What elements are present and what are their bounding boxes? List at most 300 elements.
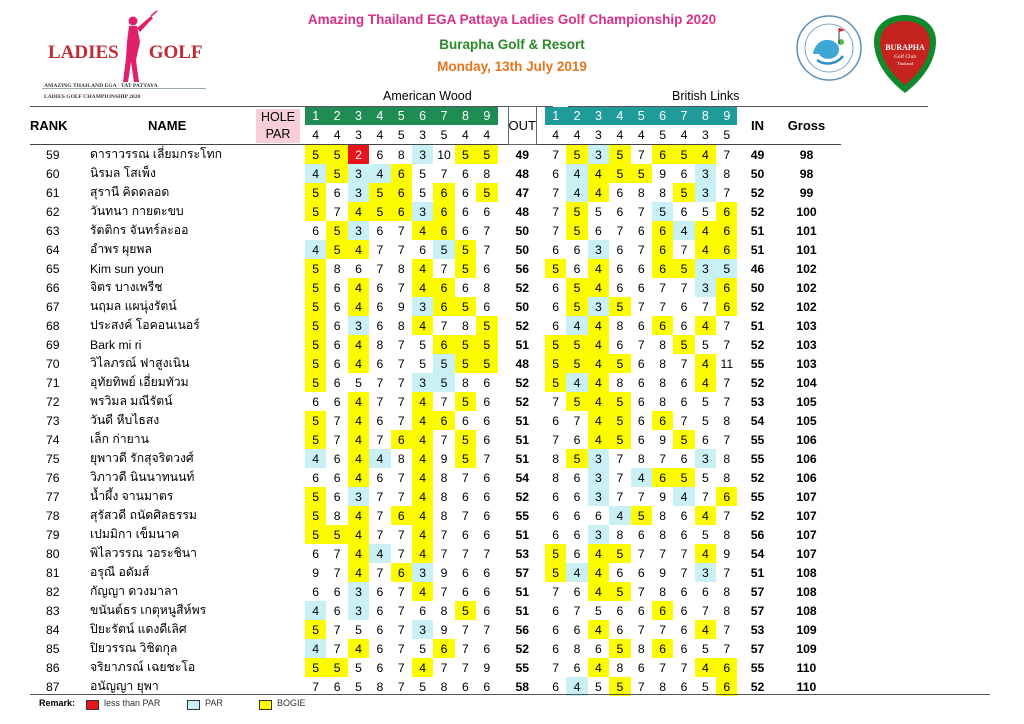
legend-bogie-swatch <box>259 700 272 710</box>
front-score: 7 <box>397 679 405 694</box>
front-score: 6 <box>462 679 469 694</box>
back-score: 8 <box>723 584 731 599</box>
logo-word-golf: GOLF <box>148 42 203 63</box>
back-score: 5 <box>566 145 587 165</box>
front-score: 7 <box>397 641 405 656</box>
back-score: 3 <box>588 468 609 487</box>
front-score: 3 <box>412 563 433 582</box>
back-score: 8 <box>552 451 560 466</box>
out-total: 49 <box>515 147 530 162</box>
back-score: 8 <box>723 451 731 466</box>
player-rows <box>30 145 841 696</box>
back-score: 5 <box>545 259 566 278</box>
in-total: 50 <box>750 166 765 181</box>
back-score: 4 <box>695 221 716 240</box>
front-score: 8 <box>440 508 448 523</box>
back-score: 6 <box>573 261 581 276</box>
back-score: 7 <box>552 223 560 238</box>
back-score: 7 <box>637 622 645 637</box>
front-score: 5 <box>455 430 476 449</box>
front-score: 7 <box>333 413 341 428</box>
back-par-7: 4 <box>680 127 688 142</box>
front-score: 6 <box>483 375 491 390</box>
front-hole-9: 9 <box>476 107 497 126</box>
back-score: 7 <box>659 660 666 675</box>
front-score: 4 <box>348 335 369 354</box>
out-total: 58 <box>515 679 530 694</box>
rank-cell: 63 <box>46 223 60 238</box>
front-score: 7 <box>440 261 448 276</box>
back-score: 7 <box>552 660 560 675</box>
out-total: 56 <box>515 261 530 276</box>
back-score: 6 <box>573 432 581 447</box>
back-score: 4 <box>673 487 694 506</box>
front-score: 6 <box>333 280 341 295</box>
back-score: 3 <box>695 164 716 183</box>
front-score: 9 <box>440 622 448 637</box>
rank-cell: 77 <box>46 489 60 504</box>
gross-total: 108 <box>796 565 817 580</box>
table-row <box>30 658 841 677</box>
player-name: สุรัสวดี ถนัดศิลธรรม <box>90 508 197 523</box>
front-score: 6 <box>462 223 469 238</box>
back-score: 7 <box>723 337 731 352</box>
front-score: 4 <box>348 639 369 658</box>
front-score: 5 <box>305 487 326 506</box>
back-score: 5 <box>566 221 587 240</box>
front-score: 4 <box>305 601 326 620</box>
back-score: 6 <box>716 658 737 677</box>
back-score: 4 <box>588 373 609 392</box>
front-score: 7 <box>462 622 469 637</box>
player-name: นฤมล แผนุ่งรัตน์ <box>90 299 177 314</box>
front-score: 6 <box>483 299 491 314</box>
front-score: 6 <box>333 679 341 694</box>
front-score: 6 <box>433 278 454 297</box>
back-score: 7 <box>680 660 688 675</box>
front-score: 5 <box>305 373 326 392</box>
back-score: 8 <box>573 641 581 656</box>
back-score: 11 <box>720 356 734 371</box>
back-score: 6 <box>652 639 673 658</box>
gross-total: 108 <box>796 603 817 618</box>
front-score: 5 <box>305 202 326 221</box>
back-score: 4 <box>695 354 716 373</box>
table-row <box>30 430 841 449</box>
front-score: 7 <box>397 394 405 409</box>
out-total: 48 <box>515 204 530 219</box>
front-score: 6 <box>333 603 341 618</box>
back-score: 8 <box>723 413 731 428</box>
front-score: 7 <box>397 584 405 599</box>
front-par-1: 4 <box>312 127 320 142</box>
back-score: 4 <box>588 164 609 183</box>
rank-cell: 79 <box>46 527 60 542</box>
out-total: 48 <box>515 356 530 371</box>
back-score: 4 <box>695 145 716 165</box>
back-score: 6 <box>680 204 688 219</box>
back-score: 6 <box>637 356 645 371</box>
front-score: 5 <box>355 622 362 637</box>
front-score: 6 <box>483 261 491 276</box>
out-total: 51 <box>515 413 530 428</box>
table-row <box>30 582 841 601</box>
gross-total: 103 <box>796 318 817 333</box>
back-score: 6 <box>552 413 560 428</box>
rank-cell: 75 <box>46 451 60 466</box>
back-hole-9: 9 <box>716 107 737 126</box>
back-score: 4 <box>695 240 716 259</box>
back-par-2: 4 <box>573 127 581 142</box>
in-total: 57 <box>750 603 765 618</box>
front-score: 5 <box>419 641 427 656</box>
table-row <box>30 297 841 316</box>
back-score: 8 <box>659 185 666 200</box>
front-score: 5 <box>476 335 497 354</box>
front-hole-5: 5 <box>391 107 412 126</box>
back-par-1: 4 <box>552 127 560 142</box>
back-score: 8 <box>659 679 666 694</box>
front-score: 7 <box>440 394 448 409</box>
back-score: 6 <box>652 145 673 165</box>
back-score: 5 <box>609 639 630 658</box>
player-name: กัญญา ดวงมาลา <box>90 584 179 599</box>
back-hole-2: 2 <box>566 107 587 126</box>
back-score: 5 <box>609 677 630 696</box>
front-score: 8 <box>397 451 405 466</box>
back-score: 6 <box>637 413 645 428</box>
front-score: 4 <box>348 240 369 259</box>
player-name: อุทัยทิพย์ เอี่ยมทัวม <box>90 375 189 390</box>
front-score: 6 <box>333 470 341 485</box>
rank-cell: 68 <box>46 318 60 333</box>
front-score: 4 <box>348 449 369 468</box>
out-total: 51 <box>515 451 530 466</box>
front-score: 6 <box>312 546 320 561</box>
front-score: 3 <box>412 373 433 392</box>
back-score: 6 <box>573 584 581 599</box>
gross-total: 108 <box>796 584 817 599</box>
player-name: Bark mi ri <box>90 337 142 352</box>
front-score: 7 <box>397 375 405 390</box>
logo-word-ladies: LADIES <box>48 42 119 63</box>
back-score: 4 <box>631 468 652 487</box>
back-score: 9 <box>659 489 666 504</box>
back-score: 6 <box>552 489 560 504</box>
front-score: 4 <box>348 354 369 373</box>
in-total: 55 <box>750 432 765 447</box>
back-score: 6 <box>573 508 581 523</box>
front-score: 5 <box>476 316 497 335</box>
back-score: 4 <box>588 544 609 563</box>
back-score: 7 <box>723 318 731 333</box>
back-score: 6 <box>680 394 688 409</box>
hole-label: HOLE <box>256 109 300 126</box>
ladies-golf-logo <box>40 6 210 108</box>
front-score: 7 <box>440 432 448 447</box>
back-score: 7 <box>616 470 624 485</box>
back-score: 6 <box>637 318 645 333</box>
back-score: 8 <box>616 527 624 542</box>
back-score: 8 <box>659 337 666 352</box>
back-score: 6 <box>652 601 673 620</box>
back-score: 6 <box>680 584 688 599</box>
table-row <box>30 544 841 563</box>
event-date: Monday, 13th July 2019 <box>437 59 587 74</box>
out-total: 52 <box>515 375 530 390</box>
back-score: 4 <box>695 316 716 335</box>
rank-cell: 81 <box>46 565 60 580</box>
back-score: 4 <box>695 620 716 639</box>
back-score: 7 <box>723 565 731 580</box>
back-score: 7 <box>637 546 645 561</box>
front-score: 4 <box>348 411 369 430</box>
back-score: 7 <box>680 280 688 295</box>
front-score: 7 <box>397 527 405 542</box>
back-score: 5 <box>702 204 709 219</box>
front-par-4: 4 <box>376 127 384 142</box>
front-score: 6 <box>376 280 384 295</box>
back-score: 3 <box>695 278 716 297</box>
back-score: 4 <box>566 183 587 202</box>
burapha-logo-text-3: Thailand <box>897 61 913 66</box>
rank-cell: 67 <box>46 299 60 314</box>
front-score: 5 <box>455 259 476 278</box>
out-total: 52 <box>515 641 530 656</box>
in-total: 52 <box>750 299 765 314</box>
back-score: 4 <box>588 183 609 202</box>
back-score: 5 <box>652 202 673 221</box>
front-score: 8 <box>440 679 448 694</box>
front-score: 3 <box>348 601 369 620</box>
front-score: 8 <box>376 337 384 352</box>
front-score: 4 <box>348 563 369 582</box>
back-score: 4 <box>588 354 609 373</box>
front-score: 7 <box>440 584 448 599</box>
back-score: 6 <box>616 337 624 352</box>
back-score: 6 <box>616 280 624 295</box>
front-score: 5 <box>455 145 476 165</box>
back-score: 7 <box>702 299 709 314</box>
back-score: 5 <box>702 527 709 542</box>
front-score: 6 <box>333 185 341 200</box>
back-score: 5 <box>702 337 709 352</box>
front-score: 5 <box>326 658 347 677</box>
front-score: 5 <box>355 679 362 694</box>
in-total: 49 <box>750 147 765 162</box>
back-score: 5 <box>673 145 694 165</box>
front-score: 6 <box>312 584 320 599</box>
front-score: 6 <box>333 489 341 504</box>
front-score: 6 <box>312 470 320 485</box>
gross-total: 101 <box>796 242 817 257</box>
front-score: 6 <box>483 565 491 580</box>
in-total: 56 <box>750 527 765 542</box>
front-score: 6 <box>333 451 341 466</box>
in-total: 52 <box>750 337 765 352</box>
gross-total: 98 <box>799 166 814 181</box>
back-score: 4 <box>588 658 609 677</box>
back-score: 5 <box>673 468 694 487</box>
front-score: 10 <box>437 147 451 162</box>
table-row <box>30 563 841 582</box>
back-score: 5 <box>673 430 694 449</box>
back-score: 5 <box>595 204 602 219</box>
section-american-wood: American Wood <box>383 89 472 103</box>
front-score: 5 <box>455 392 476 411</box>
front-score: 7 <box>440 660 448 675</box>
gross-total: 109 <box>796 622 817 637</box>
front-score: 5 <box>326 221 347 240</box>
front-score: 7 <box>440 318 448 333</box>
back-par-4: 4 <box>616 127 624 142</box>
front-score: 4 <box>348 525 369 544</box>
back-score: 6 <box>652 316 673 335</box>
back-score: 4 <box>695 544 716 563</box>
front-score: 6 <box>483 489 491 504</box>
burapha-logo <box>870 13 940 95</box>
back-score: 5 <box>609 164 630 183</box>
back-score: 7 <box>552 185 560 200</box>
back-score: 3 <box>695 259 716 278</box>
in-total: 55 <box>750 489 765 504</box>
front-score: 3 <box>412 202 433 221</box>
back-hole-6: 6 <box>652 107 673 126</box>
back-score: 4 <box>695 373 716 392</box>
front-score: 6 <box>483 641 491 656</box>
front-score: 9 <box>440 451 448 466</box>
front-score: 5 <box>305 145 326 165</box>
venue-title: Burapha Golf & Resort <box>439 37 585 52</box>
in-header: IN <box>750 117 764 133</box>
front-score: 6 <box>376 413 384 428</box>
front-score: 6 <box>312 394 320 409</box>
back-hole-3: 3 <box>588 107 609 126</box>
gross-total: 109 <box>796 641 817 656</box>
front-score: 3 <box>348 487 369 506</box>
gross-total: 107 <box>796 508 817 523</box>
front-score: 7 <box>376 242 384 257</box>
rank-cell: 85 <box>46 641 60 656</box>
back-score: 5 <box>566 354 587 373</box>
out-total: 55 <box>515 508 530 523</box>
back-score: 7 <box>637 584 645 599</box>
back-par-6: 5 <box>659 127 666 142</box>
player-name: ยุพาวดี รักสุจริตวงศ์ <box>90 451 194 466</box>
back-score: 6 <box>680 166 688 181</box>
back-score: 8 <box>616 375 624 390</box>
back-par-3: 3 <box>595 127 602 142</box>
front-score: 5 <box>355 660 362 675</box>
back-score: 7 <box>637 489 645 504</box>
front-score: 8 <box>440 489 448 504</box>
table-row <box>30 468 841 487</box>
front-score: 7 <box>333 204 341 219</box>
front-score: 8 <box>333 261 341 276</box>
back-score: 6 <box>573 527 581 542</box>
legend-par: PAR <box>205 698 223 708</box>
back-score: 6 <box>680 508 688 523</box>
front-score: 6 <box>333 337 341 352</box>
back-score: 5 <box>716 259 737 278</box>
front-score: 6 <box>462 204 469 219</box>
front-score: 8 <box>376 679 384 694</box>
in-total: 55 <box>750 660 765 675</box>
back-score: 6 <box>702 584 709 599</box>
out-total: 50 <box>515 223 530 238</box>
front-score: 4 <box>412 278 433 297</box>
gross-total: 102 <box>796 299 817 314</box>
back-score: 5 <box>545 563 566 582</box>
back-score: 6 <box>595 223 602 238</box>
front-score: 6 <box>433 335 454 354</box>
player-name: วันทนา กายตะขบ <box>90 204 184 219</box>
front-score: 7 <box>376 527 384 542</box>
back-score: 4 <box>588 335 609 354</box>
front-score: 7 <box>440 166 448 181</box>
back-score: 3 <box>588 487 609 506</box>
player-name: วิไลภรณ์ ฟาสูงเนิน <box>90 356 190 371</box>
front-score: 6 <box>483 394 491 409</box>
back-score: 5 <box>702 394 709 409</box>
back-score: 6 <box>716 202 737 221</box>
front-score: 3 <box>348 316 369 335</box>
front-score: 8 <box>462 375 469 390</box>
front-score: 4 <box>412 411 433 430</box>
back-score: 6 <box>552 603 560 618</box>
front-score: 4 <box>305 449 326 468</box>
back-score: 5 <box>702 679 709 694</box>
front-score: 5 <box>476 183 497 202</box>
table-row <box>30 373 841 392</box>
back-score: 7 <box>616 223 624 238</box>
back-score: 6 <box>573 242 581 257</box>
back-score: 3 <box>588 297 609 316</box>
back-score: 6 <box>595 508 602 523</box>
back-score: 6 <box>716 487 737 506</box>
rank-cell: 76 <box>46 470 60 485</box>
front-score: 7 <box>483 622 491 637</box>
out-total: 51 <box>515 527 530 542</box>
in-total: 52 <box>750 375 765 390</box>
back-score: 6 <box>616 185 624 200</box>
burapha-logo-text-1: BURAPHA <box>885 43 925 52</box>
front-score: 5 <box>305 354 326 373</box>
rank-cell: 69 <box>46 337 60 352</box>
back-score: 6 <box>652 411 673 430</box>
logo-line-1: AMAZING THAILAND EGA · TAT PATTAYA <box>44 83 158 89</box>
front-score: 6 <box>376 223 384 238</box>
back-score: 7 <box>616 489 624 504</box>
back-score: 7 <box>637 679 645 694</box>
table-row <box>30 145 841 165</box>
back-score: 8 <box>723 527 731 542</box>
front-score: 6 <box>462 584 469 599</box>
table-row <box>30 506 841 525</box>
back-score: 7 <box>723 394 731 409</box>
front-score: 4 <box>412 582 433 601</box>
front-score: 4 <box>412 316 433 335</box>
front-score: 7 <box>333 565 341 580</box>
front-score: 4 <box>305 164 326 183</box>
front-score: 6 <box>391 506 412 525</box>
back-score: 6 <box>680 299 688 314</box>
back-score: 7 <box>723 375 731 390</box>
back-score: 6 <box>637 565 645 580</box>
front-score: 4 <box>305 240 326 259</box>
back-score: 7 <box>723 641 731 656</box>
front-score: 7 <box>440 546 448 561</box>
